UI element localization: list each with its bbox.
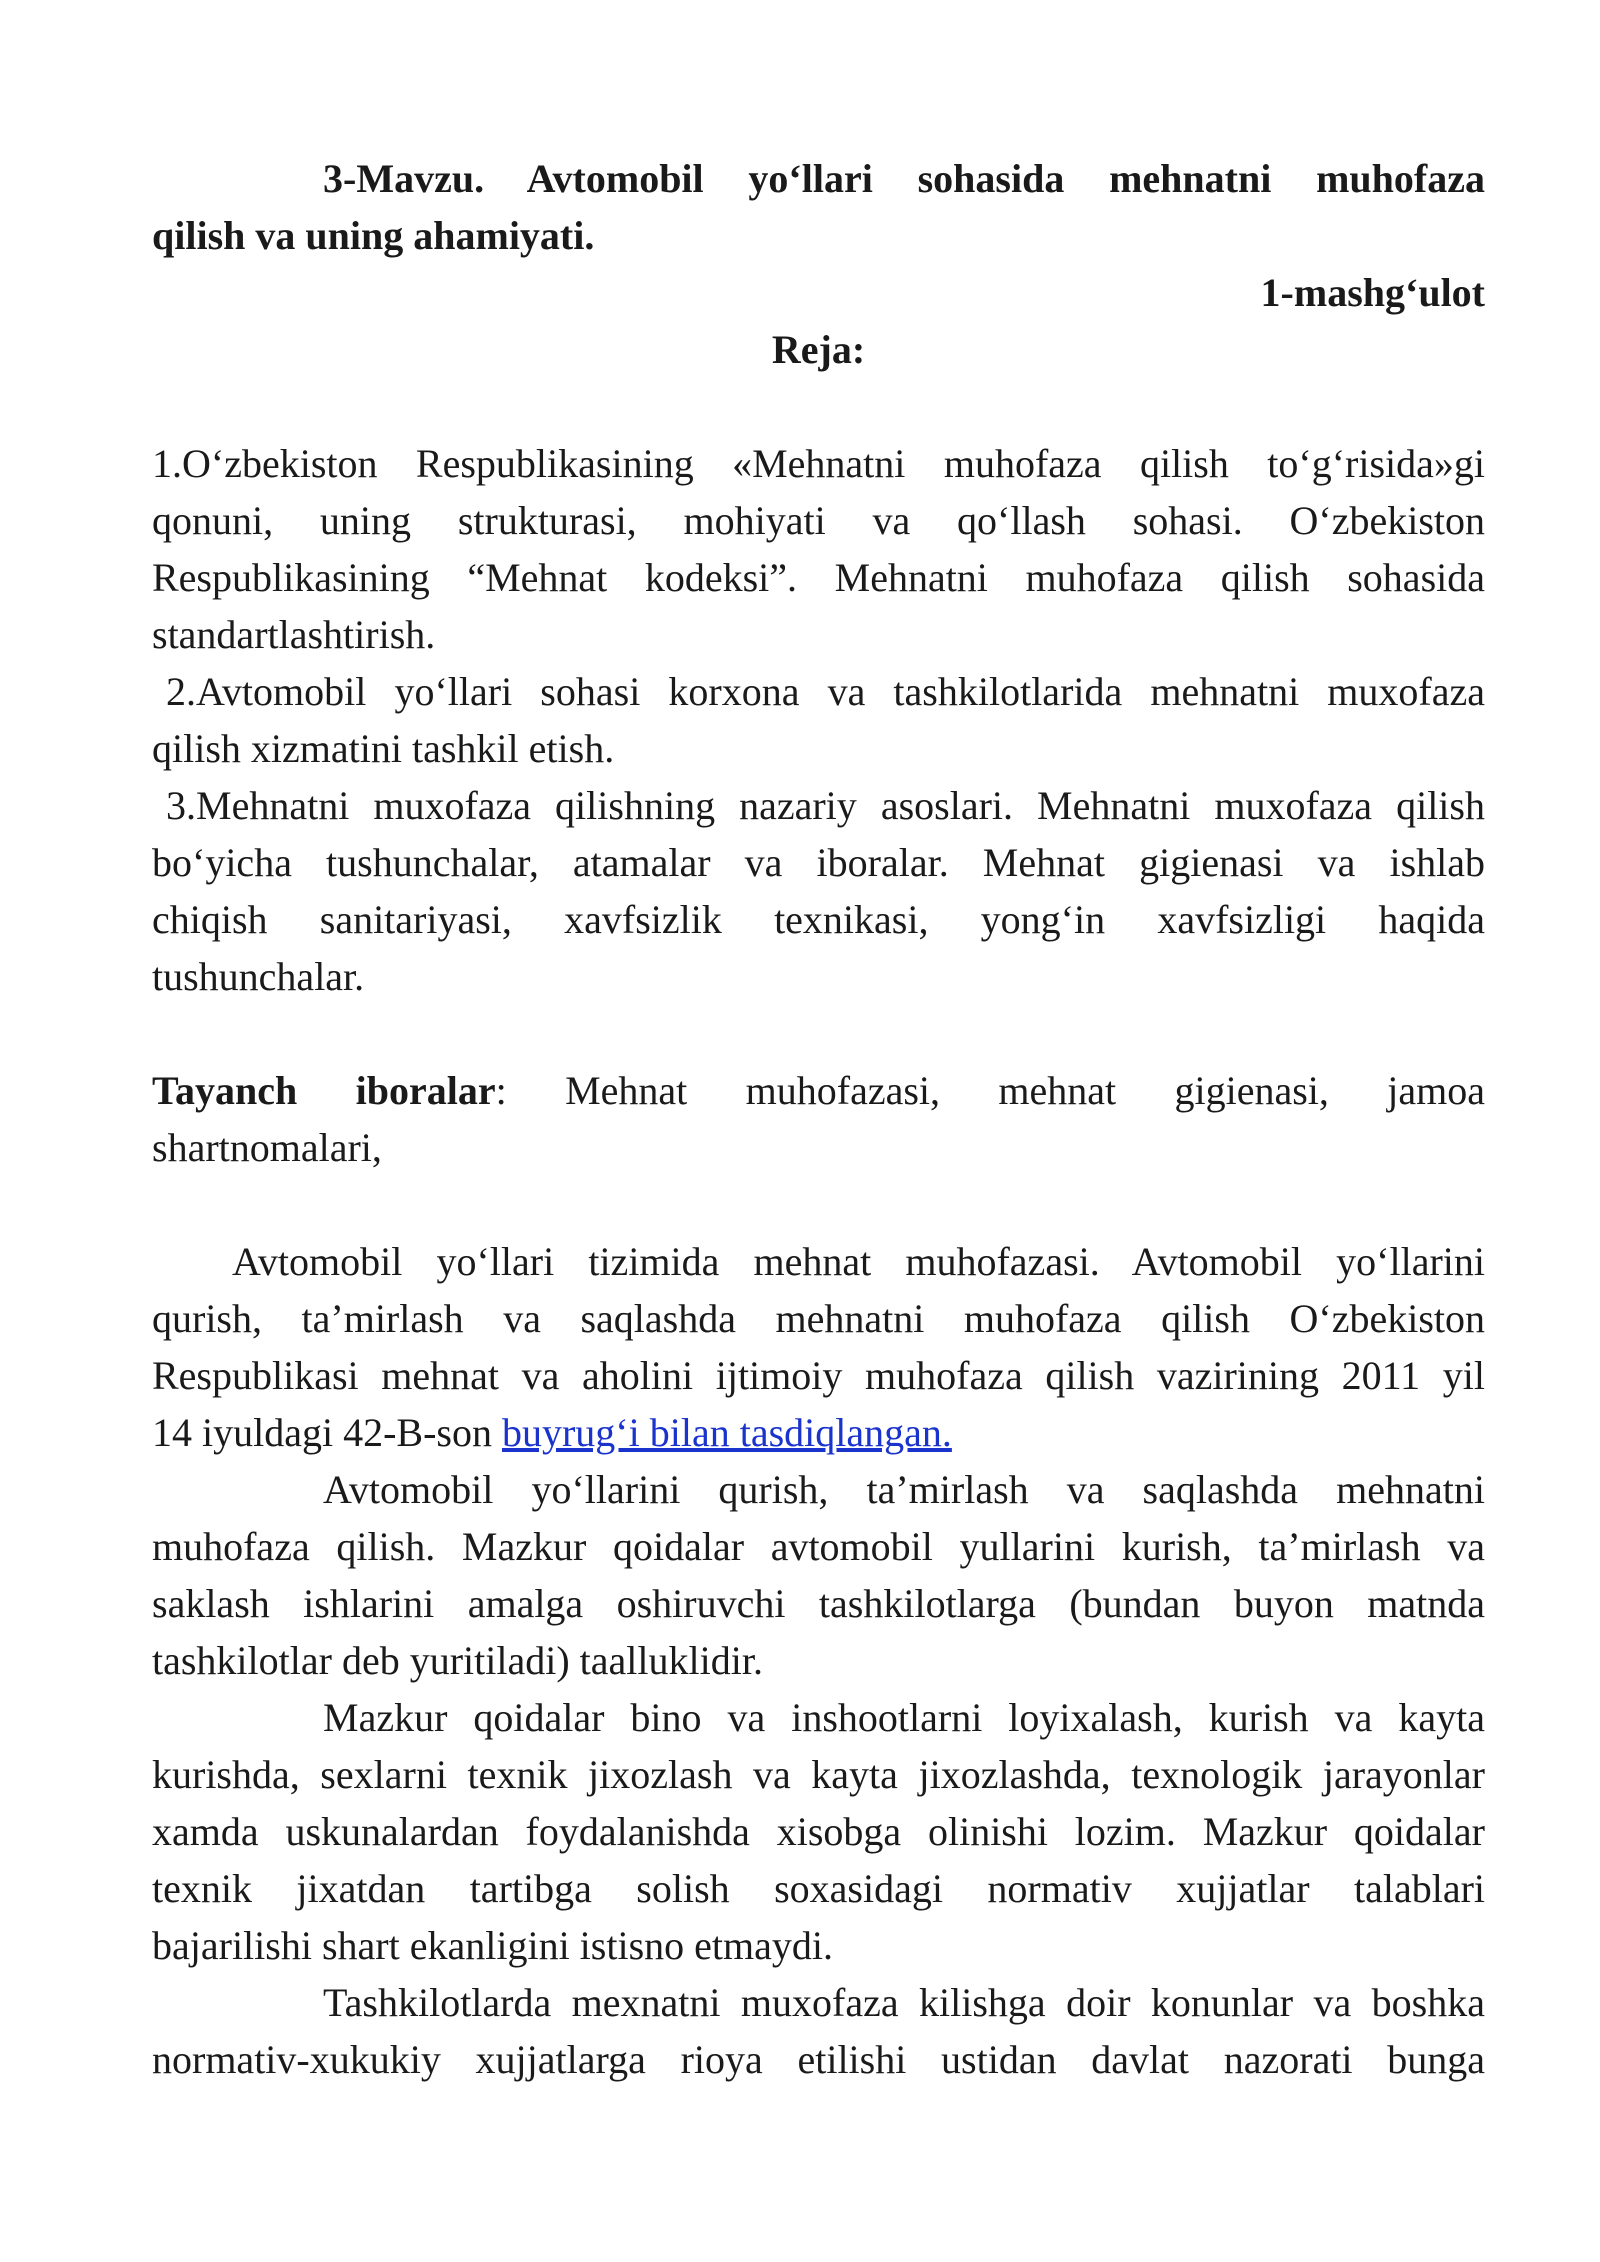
body-p1-line-1: Avtomobil yo‘llari tizimida mehnat muhofazasi. Avtomobil yo‘llarini	[232, 1239, 1485, 1284]
plan-item-3-line-2: bo‘yicha tushunchalar, atamalar va iboralar. Mehnat gigienasi va ishlab	[152, 840, 1485, 885]
body-p3-line-1: Mazkur qoidalar bino va inshootlarni loyixalash, kurish va kayta	[323, 1695, 1485, 1740]
document-page	[152, 150, 1485, 2088]
spacer	[152, 378, 1485, 435]
keywords-line-2: shartnomalari,	[152, 1125, 382, 1170]
body-p3-line-2: kurishda, sexlarni texnik jixozlash va kayta jixozlashda, texnologik jarayonlar	[152, 1752, 1485, 1797]
body-p2-line-3: saklash ishlarini amalga oshiruvchi tashkilotlarga (bundan buyon matnda	[152, 1581, 1485, 1626]
body-p1-line-2: qurish, ta’mirlash va saqlashda mehnatni muhofaza qilish O‘zbekiston	[152, 1296, 1485, 1341]
body-p1-text: 14 iyuldagi 42-B-son	[152, 1410, 502, 1455]
plan-item-3-line-3: chiqish sanitariyasi, xavfsizlik texnikasi, yong‘in xavfsizligi haqida	[152, 897, 1485, 942]
body-p4-line-1: Tashkilotlarda mexnatni muxofaza kilishga doir konunlar va boshka	[323, 1980, 1485, 2025]
plan-item-1-line-2: qonuni, uning strukturasi, mohiyati va qo‘llash sohasi. O‘zbekiston	[152, 498, 1485, 543]
plan-item-2-line-2: qilish xizmatini tashkil etish.	[152, 726, 615, 771]
plan-heading: Reja:	[771, 327, 866, 372]
body-p2-line-2: muhofaza qilish. Mazkur qoidalar avtomobil yullarini kurish, ta’mirlash va	[152, 1524, 1485, 1569]
keywords-line-1	[152, 1062, 1485, 1119]
body-p1-line-3: Respublikasi mehnat va aholini ijtimoiy muhofaza qilish vazirining 2011 yil	[152, 1353, 1485, 1398]
plan-item-3-line-1: 3.Mehnatni muxofaza qilishning nazariy asoslari. Mehnatni muxofaza qilish	[166, 783, 1485, 828]
keywords-label: Tayanch iboralar	[152, 1068, 496, 1113]
topic-title-line-1: 3-Mavzu. Avtomobil yo‘llari sohasida mehnatni muhofaza	[323, 156, 1485, 201]
spacer	[152, 1176, 1485, 1233]
plan-item-2-line-1: 2.Avtomobil yo‘llari sohasi korxona va tashkilotlarida mehnatni muxofaza	[166, 669, 1485, 714]
body-p2-line-4: tashkilotlar deb yuritiladi) taalluklidir.	[152, 1638, 763, 1683]
keywords-colon: :	[495, 1068, 507, 1113]
plan-item-3-line-4: tushunchalar.	[152, 954, 365, 999]
topic-title-line-2: qilish va uning ahamiyati.	[152, 213, 595, 258]
body-p2-line-1: Avtomobil yo‘llarini qurish, ta’mirlash va saqlashda mehnatni	[323, 1467, 1485, 1512]
session-label: 1-mashg‘ulot	[1260, 270, 1485, 315]
order-link[interactable]: buyrug‘i bilan tasdiqlangan.	[501, 1410, 952, 1455]
body-p3-line-5: bajarilishi shart ekanligini istisno etmaydi.	[152, 1923, 833, 1968]
spacer	[152, 1005, 1485, 1062]
body-p3-line-4: texnik jixatdan tartibga solish soxasidagi normativ xujjatlar talablari	[152, 1866, 1485, 1911]
plan-item-1-line-3: Respublikasining “Mehnat kodeksi”. Mehnatni muhofaza qilish sohasida	[152, 555, 1485, 600]
body-p4-line-2: normativ-xukukiy xujjatlarga rioya etilishi ustidan davlat nazorati bunga	[152, 2037, 1485, 2082]
body-p3-line-3: xamda uskunalardan foydalanishda xisobga olinishi lozim. Mazkur qoidalar	[152, 1809, 1485, 1854]
plan-item-1-line-1: 1.O‘zbekiston Respublikasining «Mehnatni muhofaza qilish to‘g‘risida»gi	[152, 441, 1485, 486]
keywords-text: Mehnat muhofazasi, mehnat gigienasi, jamoa	[506, 1068, 1486, 1113]
plan-item-1-line-4: standartlashtirish.	[152, 612, 436, 657]
body-p1-line-4	[152, 1404, 1485, 1461]
